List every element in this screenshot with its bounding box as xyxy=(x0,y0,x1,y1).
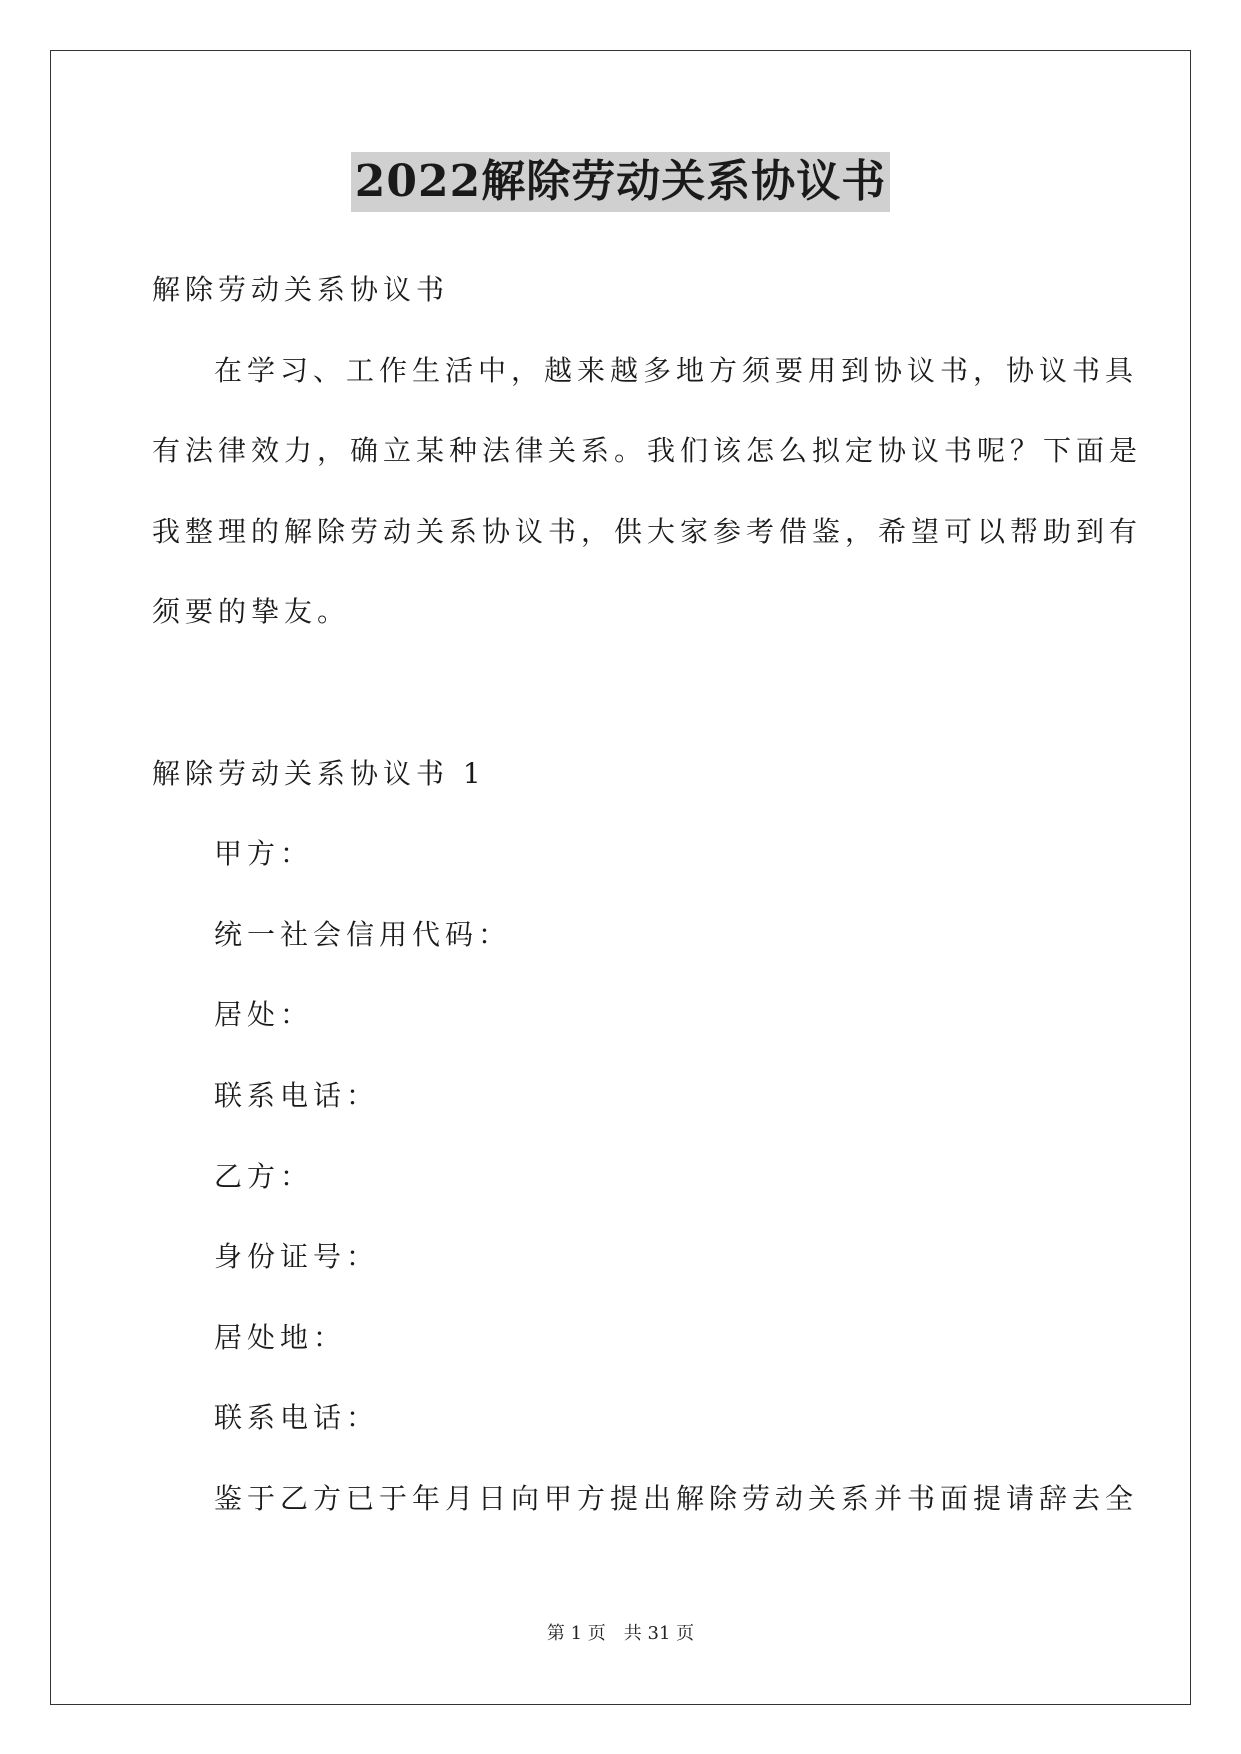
field-credit-code: 统一社会信用代码： xyxy=(214,918,512,951)
intro-line: 在学习、工作生活中，越来越多地方须要用到协议书，协议书具 xyxy=(214,354,1139,387)
field-party-a: 甲方： xyxy=(214,837,314,870)
field-phone-a: 联系电话： xyxy=(214,1079,380,1112)
intro-line: 有法律效力，确立某种法律关系。我们该怎么拟定协议书呢？下面是 xyxy=(152,434,1143,467)
intro-heading: 解除劳动关系协议书 xyxy=(152,273,450,306)
page-footer: 第 1 页 共 31 页 xyxy=(546,1623,695,1644)
field-phone-b: 联系电话： xyxy=(214,1401,380,1434)
section-heading: 解除劳动关系协议书 1 xyxy=(152,757,486,790)
intro-line: 须要的挚友。 xyxy=(152,595,351,628)
field-id-number: 身份证号： xyxy=(214,1240,380,1273)
document-title: 2022解除劳动关系协议书 xyxy=(351,152,890,212)
field-residence: 居处： xyxy=(214,998,314,1031)
title-container xyxy=(0,152,1241,212)
field-party-b: 乙方： xyxy=(214,1160,314,1193)
field-residence-b: 居处地： xyxy=(214,1321,347,1354)
body-line: 鉴于乙方已于年月日向甲方提出解除劳动关系并书面提请辞去全 xyxy=(214,1482,1139,1515)
intro-line: 我整理的解除劳动关系协议书，供大家参考借鉴，希望可以帮助到有 xyxy=(152,515,1143,548)
